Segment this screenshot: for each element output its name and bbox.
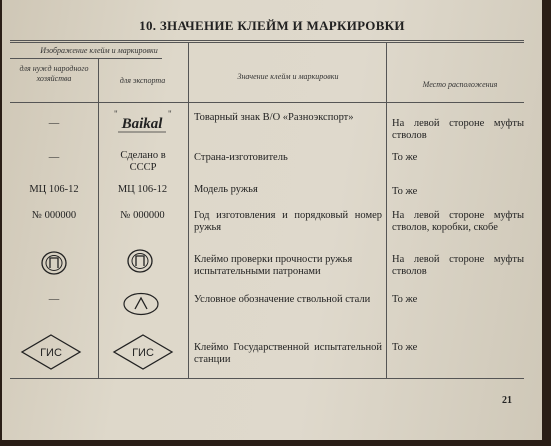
header-meaning: Значение клейм и маркировки [237, 72, 339, 81]
row1-domestic: — [48, 118, 60, 129]
document-page [2, 0, 542, 440]
table-bottom-rule [10, 378, 524, 379]
baikal-logo [108, 108, 178, 138]
row1-meaning: Товарный знак В/О «Разноэкспорт» [194, 112, 354, 123]
row2-meaning: Страна-изготовитель [194, 152, 288, 163]
gis-stamp-text-export: ГИС [132, 347, 154, 359]
row3-export: МЦ 106-12 [117, 184, 168, 195]
row4-meaning: Год изготовления и порядковый номер ружья [194, 210, 382, 233]
gis-stamp-icon [20, 334, 82, 370]
row3-meaning: Модель ружья [194, 184, 258, 195]
row2-domestic: — [48, 152, 60, 163]
page-number: 21 [502, 395, 512, 406]
col-divider-2 [188, 42, 189, 378]
col-divider-1 [98, 58, 99, 378]
row1-location: На левой стороне муфты стволов [392, 118, 524, 141]
row6-location: То же [392, 294, 418, 305]
row6-domestic: — [48, 294, 60, 305]
row3-location: То же [392, 186, 418, 197]
header-location: Место расположения [422, 80, 498, 89]
page-title: 10. ЗНАЧЕНИЕ КЛЕЙМ И МАРКИРОВКИ [139, 18, 405, 33]
header-group: Изображение клейм и маркировки [40, 46, 158, 55]
header-bottom-rule [10, 102, 524, 103]
steel-mark-icon [122, 292, 160, 316]
proof-stamp-icon-export [126, 248, 154, 274]
table-top-rule-2 [10, 42, 524, 43]
gis-stamp-text: ГИС [40, 347, 62, 359]
baikal-logo-text: Baikal [121, 116, 163, 132]
row3-domestic: МЦ 106-12 [29, 184, 79, 195]
header-domestic: для нужд народного хозяйства [19, 64, 89, 83]
row2-location: То же [392, 152, 418, 163]
row5-meaning: Клеймо проверки прочности ружья испытательными патронами [194, 254, 353, 277]
col-divider-3 [386, 42, 387, 378]
group-header-rule [10, 58, 162, 59]
svg-text:": " [168, 109, 172, 119]
row7-location: То же [392, 342, 418, 353]
svg-text:": " [114, 109, 118, 119]
table-top-rule [10, 40, 524, 41]
row4-location: На левой стороне муфты стволов, коробки, скобе [392, 210, 524, 233]
row7-meaning: Клеймо Государственной испытательной станции [194, 342, 382, 365]
row4-export: № 000000 [120, 210, 165, 221]
row5-location: На левой стороне муфты стволов [392, 254, 524, 277]
header-export: для экспорта [119, 76, 166, 85]
proof-stamp-icon [40, 250, 68, 276]
gis-stamp-icon-export [112, 334, 174, 370]
row4-domestic: № 000000 [31, 210, 77, 221]
row6-meaning: Условное обозначение ствольной стали [194, 294, 371, 305]
row2-export: Сделано в СССР [120, 150, 166, 173]
